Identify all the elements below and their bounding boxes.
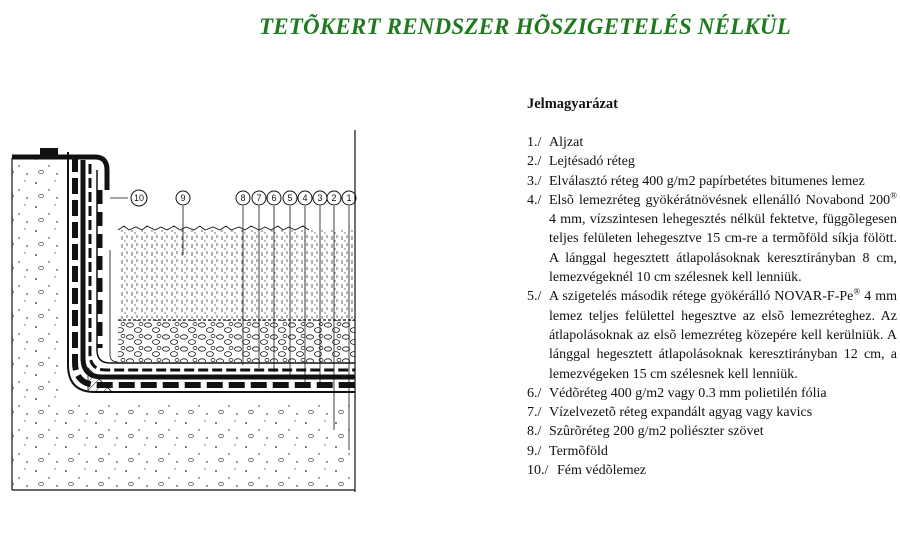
roof-slab — [60, 400, 355, 490]
legend-list — [527, 133, 897, 480]
gravel-layer — [118, 320, 355, 362]
callout-label-3: 3 — [317, 193, 323, 203]
roof-section-diagram — [0, 130, 520, 542]
page-title: TETÕKERT RENDSZER HÕSZIGETELÉS NÉLKÜL — [258, 14, 791, 39]
legend-item: 1./ Aljzat — [527, 135, 584, 150]
legend-item: 7./ Vízelvezetõ réteg expandált agyag vagy kavics — [527, 405, 813, 421]
callout-label-8: 8 — [240, 193, 246, 203]
legend-item: 2./ Lejtésadó réteg — [527, 154, 635, 170]
legend-item: 3./ Elválasztó réteg 400 g/m2 papírbetétes bitumenes lemez — [527, 173, 865, 189]
callout-label-10: 10 — [133, 193, 145, 203]
soil-layer — [118, 230, 355, 319]
legend-item: 8./ Szûrõréteg 200 g/m2 poliészter szövet — [527, 424, 764, 440]
callout-label-4: 4 — [302, 193, 308, 203]
callout-label-9: 9 — [180, 193, 186, 203]
legend-heading: Jelmagyarázat — [527, 96, 618, 112]
callout-label-6: 6 — [271, 193, 277, 203]
legend-item: 10./ Fém védõlemez — [527, 463, 647, 479]
callout-label-7: 7 — [256, 193, 262, 203]
callout-label-1: 1 — [346, 193, 352, 203]
legend-item: 4./ Elsõ lemezréteg gyökérátnövésnek ellenálló Novabond 200® 4 mm, vízszintesen lehegesztés nélkül fektetve, függõlegesen teljes felületen lehegesztve 15 cm-re a termõföld síkja fölött. A lánggal hegesztett átlapolásoknak keresztirányban 8 cm, lemezvégeknél 10 cm szélesnek kell lenniük. — [527, 190, 897, 286]
legend-item: 9./ Termõföld — [527, 443, 608, 459]
callout-label-2: 2 — [331, 193, 337, 203]
callout-label-5: 5 — [287, 193, 293, 203]
wall-section — [12, 158, 60, 490]
legend-item: 6./ Védõréteg 400 g/m2 vagy 0.3 mm polietilén fólia — [527, 385, 827, 401]
legend-item: 5./ A szigetelés második rétege gyökérálló NOVAR-F-Pe® 4 mm lemez teljes felülettel hegesztve az elsõ lemezréteghez. Az átlapolásoknak az elsõ lemezréteg közepére kell kerülniük. A lánggal hegesztett átlapolásoknak keresztirányban 12 cm, a lemezvégeken 15 cm szélesnek kell lenniük. — [527, 286, 897, 382]
